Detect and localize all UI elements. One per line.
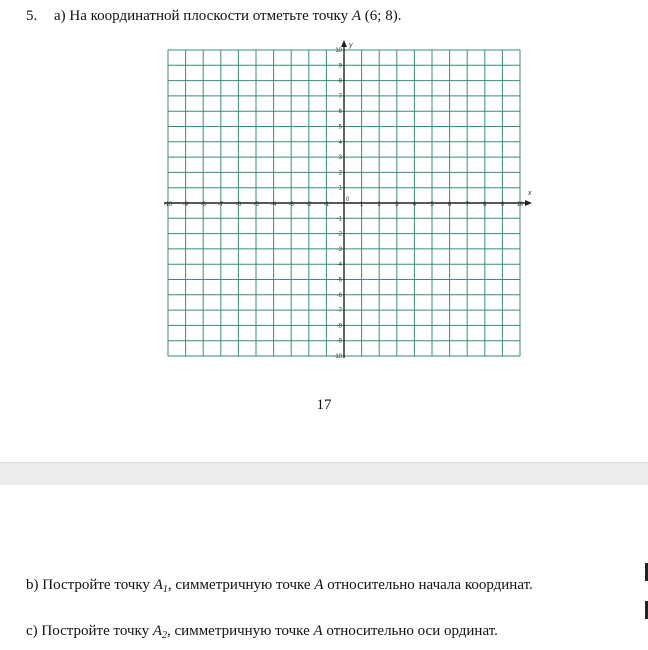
x-tick-label: 5 (430, 202, 434, 208)
task-c-suffix: относительно оси ординат. (322, 623, 498, 639)
y-tick-label: -9 (336, 338, 342, 345)
y-tick-label: 7 (338, 93, 342, 100)
task-c-ref-point: A (313, 623, 323, 639)
x-tick-label: 10 (516, 202, 524, 208)
task-a-coords: (6; 8). (361, 8, 402, 24)
y-tick-label: 5 (338, 124, 342, 131)
x-axis-arrow-icon (525, 200, 532, 206)
y-tick-label: 6 (338, 109, 342, 116)
task-b-line (26, 577, 533, 595)
y-tick-label: 8 (338, 78, 342, 85)
x-tick-label: 2 (377, 202, 381, 208)
y-axis-name: y (349, 42, 353, 49)
task-a-point: A (351, 8, 362, 24)
x-tick-label: 1 (359, 202, 364, 208)
task-b-subscript: 1 (162, 584, 168, 595)
y-tick-label: -4 (336, 262, 342, 269)
task-b-point: A (153, 577, 163, 593)
task-c-line (26, 623, 498, 641)
x-tick-label: 6 (447, 202, 452, 208)
x-tick-label: -3 (288, 202, 294, 208)
x-tick-label: -1 (323, 202, 330, 208)
y-tick-label: -1 (336, 216, 342, 223)
origin-label: 0 (346, 197, 350, 203)
x-tick-label: -7 (218, 202, 224, 208)
coordinate-plane[interactable] (160, 38, 536, 364)
x-tick-label: 3 (395, 202, 399, 208)
y-tick-label: 10 (335, 48, 342, 54)
x-tick-label: -8 (200, 202, 206, 208)
x-tick-label: 8 (483, 202, 487, 208)
y-tick-label: 9 (338, 63, 342, 70)
y-tick-label: -5 (336, 277, 342, 284)
y-tick-label: -8 (336, 323, 342, 330)
x-tick-label: 7 (465, 202, 469, 208)
task-b-ref-point: A (314, 577, 324, 593)
x-tick-label: -10 (163, 202, 173, 208)
task-number: 5. (26, 8, 38, 24)
x-tick-label: 9 (500, 202, 505, 208)
task-c-prefix: c) Постройте точку (26, 623, 153, 639)
x-tick-label: -6 (235, 202, 242, 208)
task-b-suffix: относительно начала координат. (323, 577, 533, 593)
task-b-middle: , симметричную точке (167, 577, 315, 593)
y-tick-label: -2 (336, 231, 342, 238)
y-tick-label: 2 (338, 170, 342, 177)
x-tick-label: -4 (270, 202, 277, 208)
task-c-subscript: 2 (162, 630, 168, 641)
y-axis-arrow-icon (341, 40, 347, 47)
page-separator (0, 462, 648, 486)
page-number: 17 (316, 397, 332, 413)
y-tick-label: 3 (338, 155, 342, 162)
y-tick-label: -10 (333, 354, 342, 360)
y-tick-label: 4 (338, 139, 342, 146)
task-c-middle: , симметричную точке (167, 623, 314, 639)
task-b-prefix: b) Постройте точку (26, 577, 154, 593)
x-tick-label: 4 (412, 202, 417, 208)
x-axis-name: x (528, 190, 532, 197)
task-a-line (26, 8, 401, 25)
x-tick-label: -5 (253, 202, 259, 208)
y-tick-label: 1 (338, 185, 342, 192)
y-tick-label: -3 (336, 246, 342, 253)
x-tick-label: -9 (182, 202, 189, 208)
y-tick-label: -6 (336, 292, 342, 299)
y-tick-label: -7 (336, 308, 342, 315)
coordinate-plane-svg (160, 38, 536, 364)
x-tick-label: -2 (306, 202, 312, 208)
task-c-point: A (152, 623, 163, 639)
task-a-text: a) На координатной плоскости отметьте точку (54, 8, 352, 24)
